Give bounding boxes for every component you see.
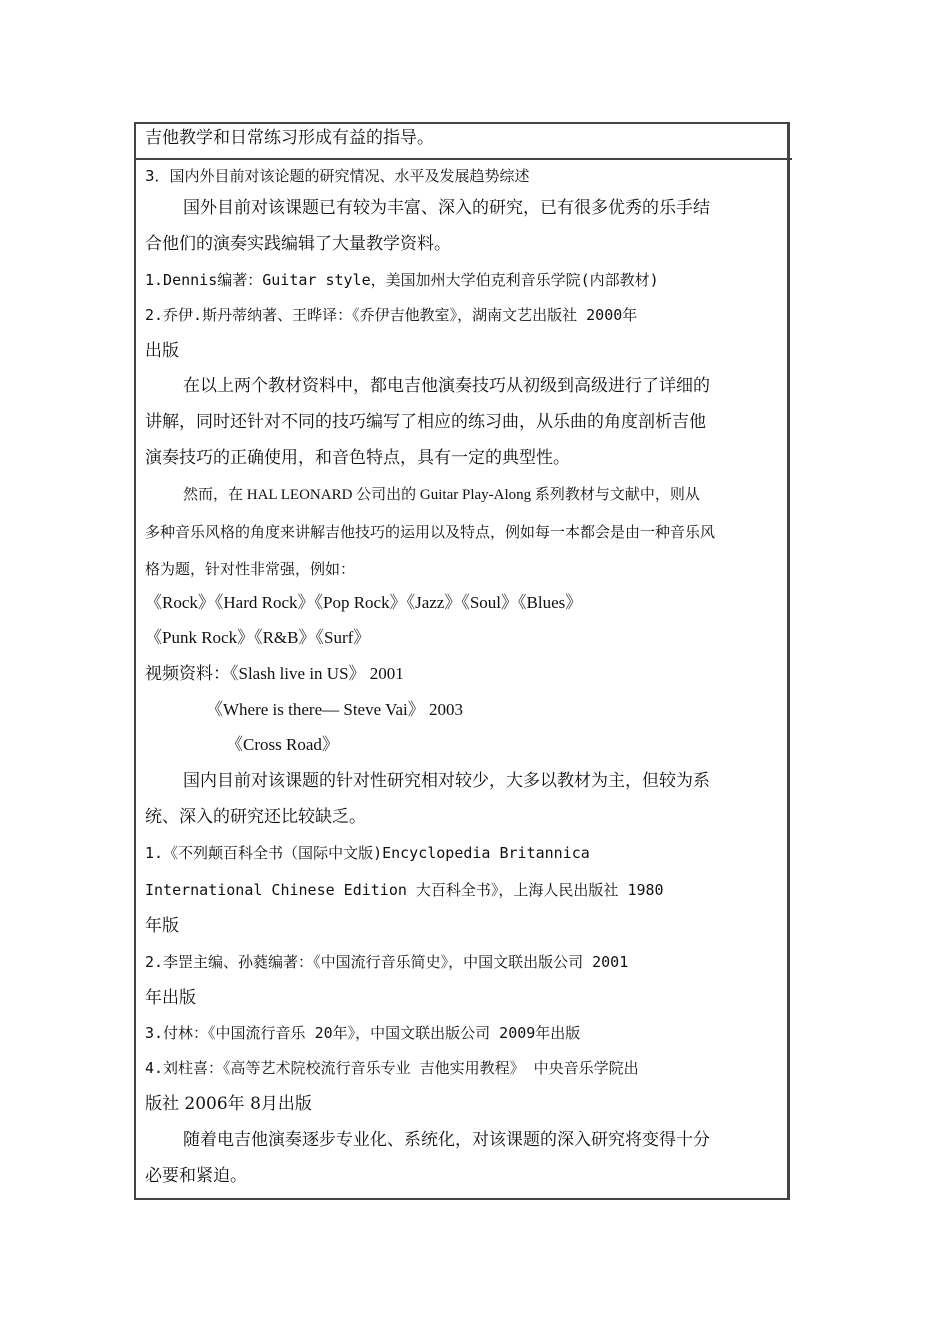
domestic-reference-2: 2.李罡主编、孙蕤编著：《中国流行音乐简史》，中国文联出版公司 2001 xyxy=(145,953,629,971)
style-list: 《Rock》《Hard Rock》《Pop Rock》《Jazz》《Soul》《Blues》 xyxy=(145,593,583,612)
previous-cell-text: 吉他教学和日常练习形成有益的指导。 xyxy=(145,128,434,148)
paragraph-materials-cont: 演奏技巧的正确使用，和音色特点，具有一定的典型性。 xyxy=(145,448,570,468)
domestic-reference-3: 3.付林：《中国流行音乐 20年》，中国文联出版公司 2009年出版 xyxy=(145,1024,581,1042)
section-heading: 3．国内外目前对该论题的研究情况、水平及发展趋势综述 xyxy=(145,167,530,185)
paragraph-materials: 在以上两个教材资料中，都电吉他演奏技巧从初级到高级进行了详细的 xyxy=(183,376,710,396)
paragraph-conclusion-cont: 必要和紧迫。 xyxy=(145,1166,247,1186)
reference-1: 1.Dennis编著：Guitar style，美国加州大学伯克利音乐学院(内部教材) xyxy=(145,271,659,289)
paragraph-foreign-research: 国外目前对该课题已有较为丰富、深入的研究，已有很多优秀的乐手结 xyxy=(183,198,710,218)
paragraph-hal-leonard: 然而，在 HAL LEONARD 公司出的 Guitar Play-Along 系列教材与文献中，则从 xyxy=(183,487,700,503)
domestic-reference-4: 4.刘柱喜：《高等艺术院校流行音乐专业 吉他实用教程》 中央音乐学院出 xyxy=(145,1059,639,1077)
paragraph-hal-leonard-cont: 多种音乐风格的角度来讲解吉他技巧的运用以及特点，例如每一本都会是由一种音乐风 xyxy=(145,523,716,541)
paragraph-domestic-research: 国内目前对该课题的针对性研究相对较少，大多以教材为主，但较为系 xyxy=(183,771,710,791)
domestic-reference-1: 1.《不列颠百科全书（国际中文版)Encyclopedia Britannica xyxy=(145,844,590,862)
domestic-reference-4-cont: 版社 2006年 8月出版 xyxy=(145,1094,312,1114)
domestic-reference-1-cont: 年版 xyxy=(145,916,179,936)
reference-2: 2.乔伊.斯丹蒂纳著、王晔译：《乔伊吉他教室》，湖南文艺出版社 2000年 xyxy=(145,306,638,324)
style-list-cont: 《Punk Rock》《R&B》《Surf》 xyxy=(145,628,371,647)
video-item: 《Cross Road》 xyxy=(226,735,339,754)
video-item: 《Where is there— Steve Vai》 2003 xyxy=(206,700,463,719)
cell-divider xyxy=(134,158,792,160)
reference-2-cont: 出版 xyxy=(145,341,179,361)
paragraph-materials-cont: 讲解，同时还针对不同的技巧编写了相应的练习曲，从乐曲的角度剖析吉他 xyxy=(145,412,706,432)
video-materials: 视频资料：《Slash live in US》 2001 xyxy=(145,664,404,683)
domestic-reference-1-cont: International Chinese Edition 大百科全书》，上海人民出版社 1980 xyxy=(145,881,664,899)
domestic-reference-2-cont: 年出版 xyxy=(145,988,196,1008)
paragraph-foreign-research-cont: 合他们的演奏实践编辑了大量教学资料。 xyxy=(145,234,451,254)
paragraph-conclusion: 随着电吉他演奏逐步专业化、系统化，对该课题的深入研究将变得十分 xyxy=(183,1130,710,1150)
paragraph-hal-leonard-cont: 格为题，针对性非常强，例如： xyxy=(145,560,356,578)
paragraph-domestic-research-cont: 统、深入的研究还比较缺乏。 xyxy=(145,807,366,827)
